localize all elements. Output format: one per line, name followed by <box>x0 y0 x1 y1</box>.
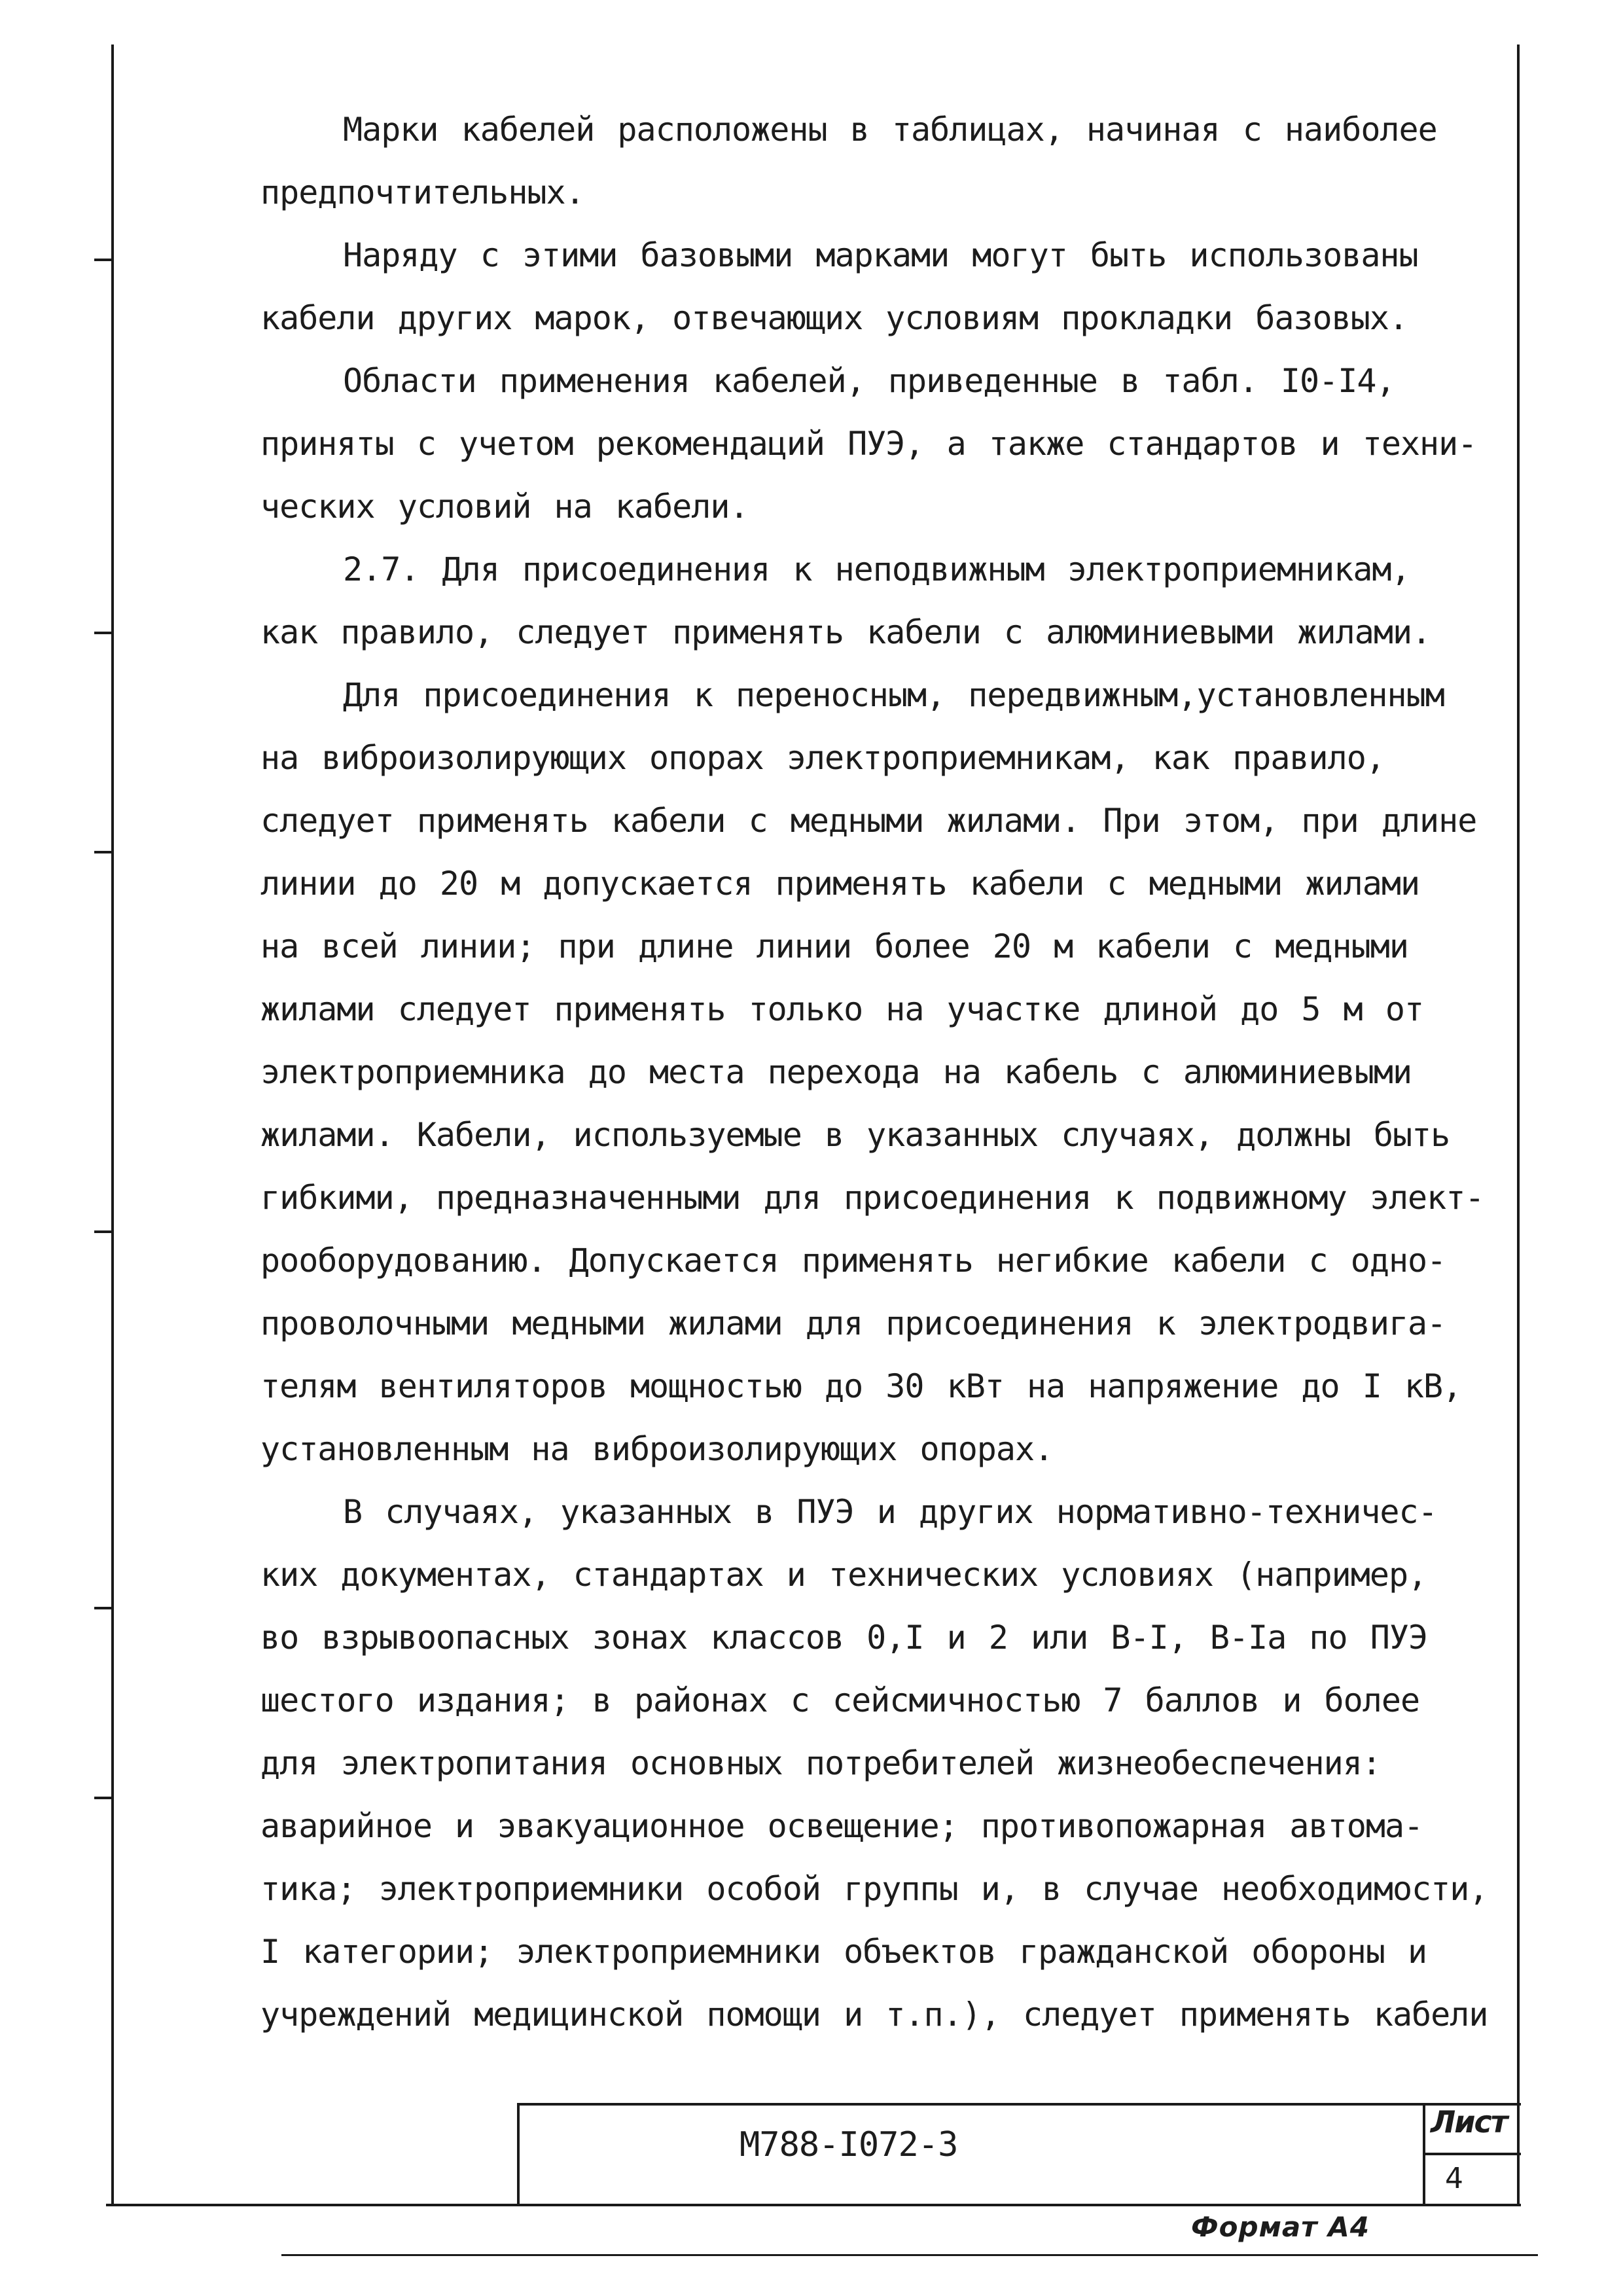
title-block <box>517 2103 1521 2206</box>
text-line: жилами. Кабели, используемые в указанных случаях, должны быть <box>260 1116 1450 1154</box>
text-line: Области применения кабелей, приведенные в табл. I0-I4, <box>343 362 1395 400</box>
text-line: Наряду с этими базовыми марками могут быть использованы <box>343 236 1418 274</box>
margin-tick <box>94 1797 114 1799</box>
text-line: проволочными медными жилами для присоединения к электродвига- <box>260 1304 1446 1342</box>
text-line: шестого издания; в районах с сейсмичностью 7 баллов и более <box>260 1681 1420 1719</box>
margin-tick <box>94 632 114 634</box>
text-line: установленным на виброизолирующих опорах. <box>260 1430 1054 1468</box>
text-line: аварийное и эвакуационное освещение; противопожарная автома- <box>260 1807 1423 1845</box>
text-line: тика; электроприемники особой группы и, в случае необходимости, <box>260 1870 1488 1908</box>
text-line: 2.7. Для присоединения к неподвижным электроприемникам, <box>343 550 1410 588</box>
text-line: I категории; электроприемники объектов гражданской обороны и <box>260 1933 1427 1971</box>
sheet-cell-divider <box>1423 2153 1521 2155</box>
text-line: ческих условий на кабели. <box>260 488 749 526</box>
title-block-top-border <box>517 2103 1521 2106</box>
text-line: гибкими, предназначенными для присоединения к подвижному элект- <box>260 1179 1484 1217</box>
text-line: для электропитания основных потребителей жизнеобеспечения: <box>260 1744 1381 1782</box>
text-line: предпочтительных. <box>260 173 584 211</box>
margin-tick <box>94 1230 114 1233</box>
text-line: телям вентиляторов мощностью до 30 кВт на напряжение до I кВ, <box>260 1367 1462 1405</box>
text-line: как правило, следует применять кабели с алюминиевыми жилами. <box>260 613 1431 651</box>
text-line: Для присоединения к переносным, передвижным,установленным <box>343 676 1444 714</box>
margin-tick <box>94 259 114 261</box>
sheet-label: Лист <box>1431 2104 1507 2140</box>
text-line: В случаях, указанных в ПУЭ и других нормативно-техничес- <box>343 1493 1437 1531</box>
document-code: М788-I072-3 <box>740 2125 958 2164</box>
margin-tick <box>94 851 114 853</box>
text-line: ких документах, стандартах и технических условиях (например, <box>260 1556 1427 1594</box>
text-line: кабели других марок, отвечающих условиям прокладки базовых. <box>260 299 1408 337</box>
text-line: приняты с учетом рекомендаций ПУЭ, а также стандартов и техни- <box>260 425 1477 463</box>
text-line: следует применять кабели с медными жилами. При этом, при длине <box>260 802 1477 840</box>
body-text <box>260 98 1504 2046</box>
text-line: рооборудованию. Допускается применять негибкие кабели с одно- <box>260 1242 1446 1280</box>
text-line: электроприемника до места перехода на кабель с алюминиевыми <box>260 1053 1412 1091</box>
text-line: учреждений медицинской помощи и т.п.), следует применять кабели <box>260 1996 1488 2034</box>
frame-right-border <box>1517 45 1520 2204</box>
bottom-rule <box>281 2254 1538 2256</box>
format-label: Формат А4 <box>1191 2211 1370 2243</box>
text-line: Марки кабелей расположены в таблицах, начиная с наиболее <box>343 111 1437 149</box>
sheet-number: 4 <box>1445 2162 1463 2195</box>
text-line: линии до 20 м допускается применять кабели с медными жилами <box>260 865 1420 903</box>
frame-left-border <box>111 45 114 2204</box>
text-line: на всей линии; при длине линии более 20 м кабели с медными <box>260 927 1408 965</box>
text-line: жилами следует применять только на участке длиной до 5 м от <box>260 990 1424 1028</box>
text-line: во взрывоопасных зонах классов 0,I и 2 или В-I, В-Iа по ПУЭ <box>260 1619 1428 1657</box>
text-line: на виброизолирующих опорах электроприемникам, как правило, <box>260 739 1385 777</box>
title-block-left-border <box>517 2103 520 2206</box>
margin-tick <box>94 1607 114 1609</box>
